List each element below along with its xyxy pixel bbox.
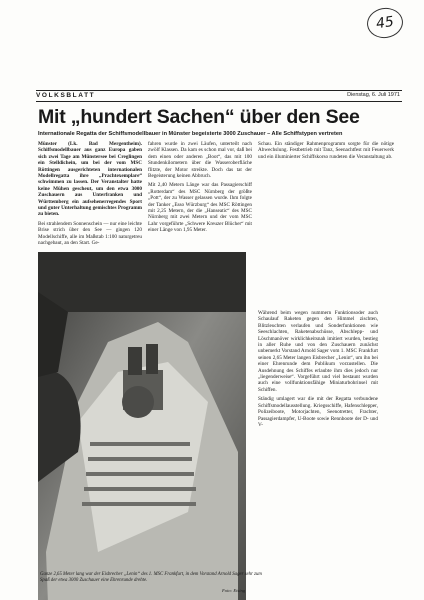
paragraph: Während beim wegen nummern Funktionsoder auch Schaulauf Raketen gegen den Himmel zischten, Blitzleuchten verlaufen und Sonderfunktionen wie Seeschlachten, Raketenabschüsse, Abschlepp- und Löschmanöver wirklichkeitsnah imitiert wurden, bestieg in aller Ruhe und von den Zuschauern zunächst unbemerkt Vorstand Arnold Sager vom 1. MSC Frankfurt seinen 2,65 Meter langen Eisbrecher „Lenin“, um ihn bei einer Ehrenrunde dem Publikum vorzustellen. Die Ausdehnung des Schiffes erlaubte ihm dies jedoch nur „liegenderweise“. Vorgeführt und viel bestaunt wurden auch eine vollfunktionsfähige Miniaturbohrinsel mit Schiffen. <box>258 310 378 393</box>
masthead: VOLKSBLATT <box>36 92 96 99</box>
masthead-rule-bottom <box>36 101 402 102</box>
column-2 <box>148 141 252 237</box>
column-4 <box>258 310 378 431</box>
column-1 <box>38 141 142 250</box>
handwritten-page-number: 45 <box>365 6 405 41</box>
photo-credit: Foto: Eising <box>222 588 246 593</box>
paragraph: fahren wurde in zwei Läufen, unterteilt nach zwölf Klassen. Da kam es schon mal vor, daß bei dem einen oder anderen „Boot“, das mit 100 Stundenkilometern über die Wasseroberfläche flitzte, der Motor streikte. Doch das tat der Begeisterung keinen Abbruch. <box>148 141 252 180</box>
subheadline: Internationale Regatta der Schiffsmodellbauer in Münster begeisterte 3000 Zuschauer – Alle Schiffstypen vertreten <box>38 131 343 137</box>
ship-model-image <box>38 252 246 600</box>
dateline: Dienstag, 6. Juli 1971 <box>347 92 400 98</box>
column-3 <box>258 141 394 163</box>
paragraph: Ständig umlagert war die mit der Regatta verbundene Schiffsmodellausstellung. Kriegsschiffe, Hafenschlepper, Polizeiboote, Motorjachten, Seenotretter, Frachter, Passagierdampfer, U-Boote sowie Rennboote der D- und V- <box>258 396 378 428</box>
lead-paragraph: Münster (Lk. Bad Mergentheim). Schiffsmodellbauer aus ganz Europa gaben sich zwei Tage am Münstersee bei Creglingen ein Stelldichein, um bei der vom MSC Röttingen ausgerichteten internationalen Modellregatta ihre „Prachtexemplare“ schwimmen zu lassen. Der Veranstalter hatte keine Mühen gescheut, um den etwa 3000 Zuschauern aus Unterfranken und Württemberg ein aufsehenerregendes Sport und guter Unterhaltung gemischtes Programm zu bieten. <box>38 141 142 218</box>
paragraph: Mit 2,40 Metern Länge war das Passagierschiff „Rotterdam“ des MSC Nürnberg der größte „Pott“, der zu Wasser gelassen wurde. Ihm folgte der Tanker „Esso Würzburg“ des MSC Röttingen mit 2,25 Metern, der die „Hanseatic“ des MSC Nürnberg mit zwei Metern und der vom MSC Lahr vorgeführte „Schwere Kreuzer Blücher“ mit einer Länge von 1,95 Meter. <box>148 182 252 234</box>
paragraph: Schau. Ein ständiger Rahmenprogramm sorgte für die nötige Abwechslung. Festbetrieb mit Tanz, Seenachtfest mit Feuerwerk und ein illuminierter Schiffskorso rundeten die Veranstaltung ab. <box>258 141 394 160</box>
masthead-rule-top <box>36 90 402 91</box>
photo-caption: Ganze 2,65 Meter lang war der Eisbrecher „Lenin“ des 1. MSC Frankfurt, in dem Vorstand Arnold Sager sehr zum Spaß der etwa 3000 Zuschauer eine Ehrenrunde drehte. <box>40 572 262 583</box>
headline: Mit „hundert Sachen“ über den See <box>38 106 360 128</box>
paragraph: Bei strahlendem Sonnenschein — nur eine leichte Brise strich über den See — gingen 120 Modellschiffe, alle im Maßstab 1:100 naturgetreu nachgebaut, an den Start. Ge- <box>38 220 142 247</box>
photo-model-icebreaker <box>38 252 246 600</box>
